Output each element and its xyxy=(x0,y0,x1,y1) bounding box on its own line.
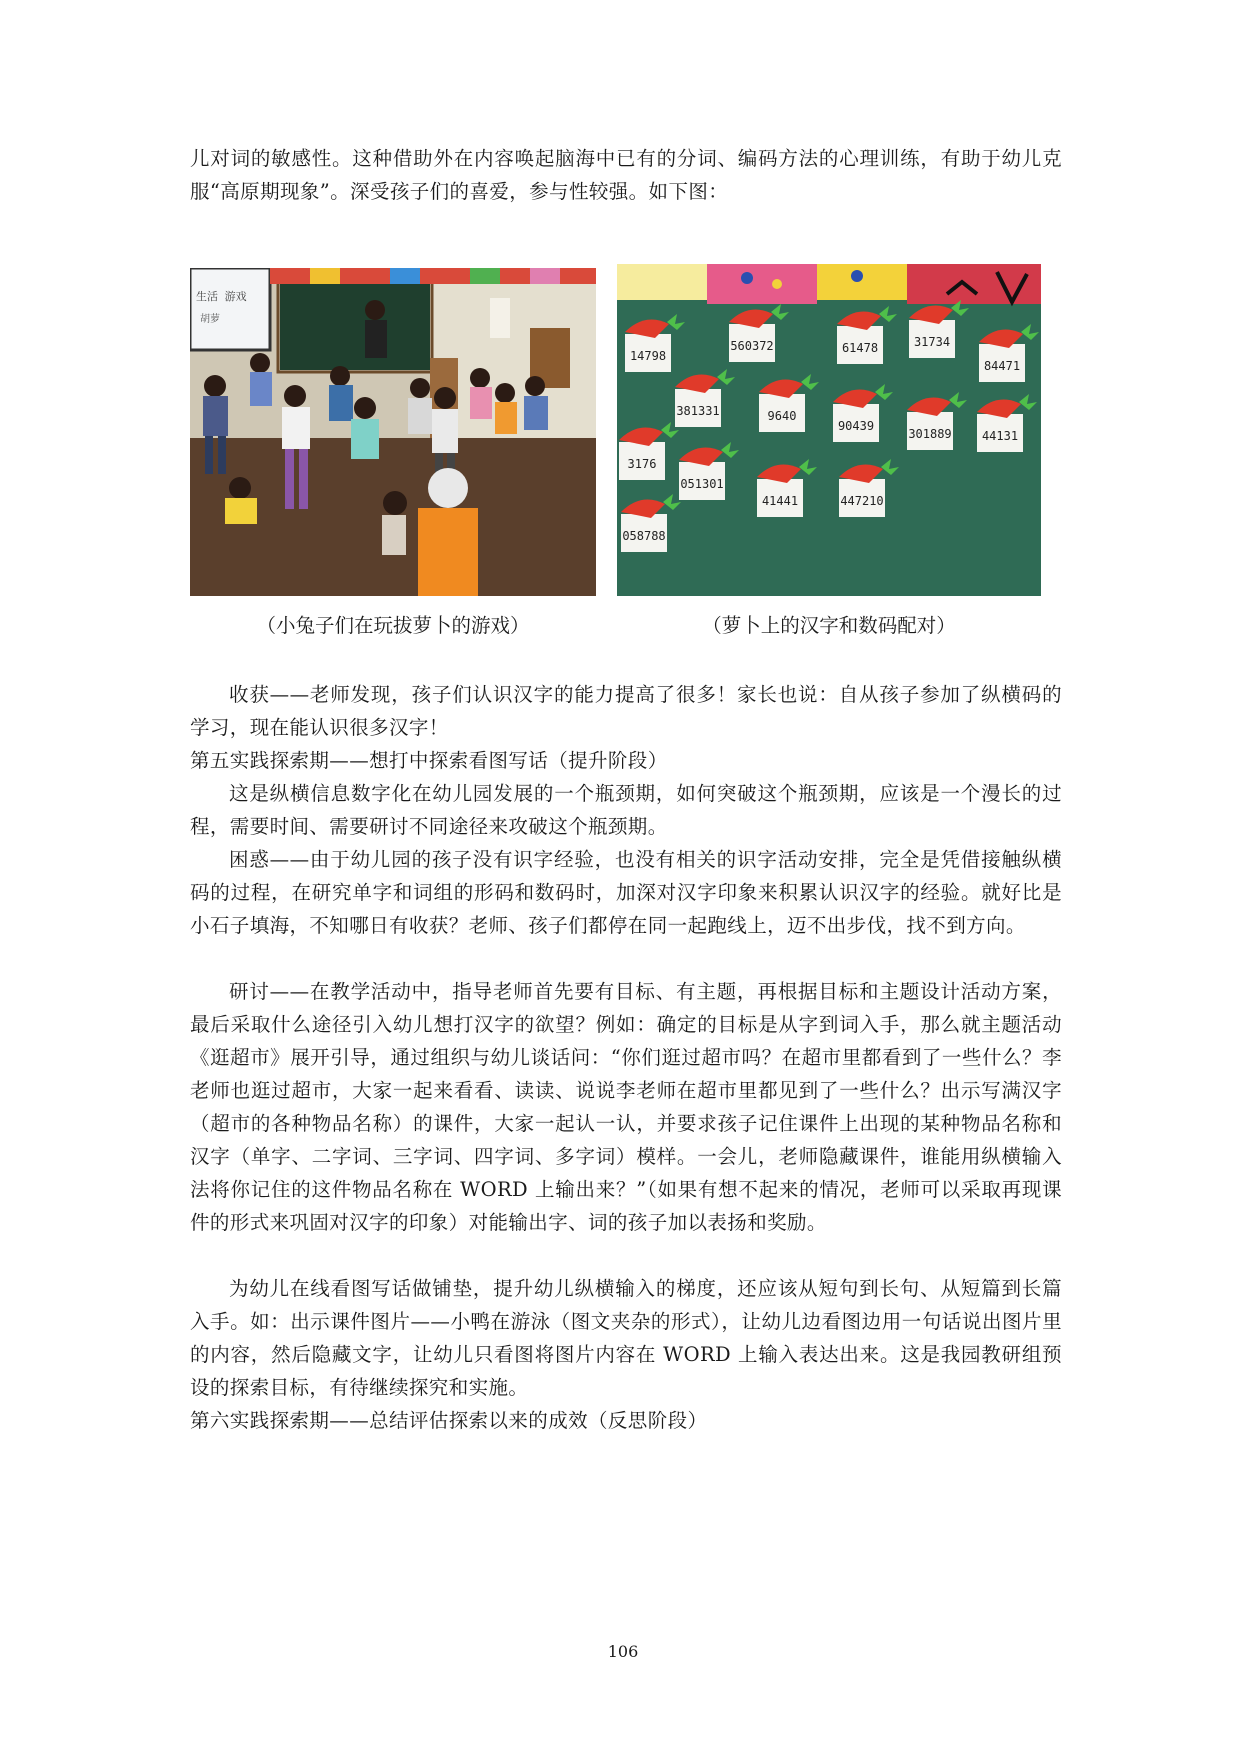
carrot-code: 61478 xyxy=(841,341,879,355)
left-photo-caption: （小兔子们在玩拔萝卜的游戏） xyxy=(256,614,530,637)
carrot-code: 058788 xyxy=(622,529,666,543)
paragraph-harvest: 收获——老师发现，孩子们认识汉字的能力提高了很多！家长也说：自从孩子参加了纵横码的学习，现在能认识很多汉字！ xyxy=(190,683,1062,739)
carrot-code: 301889 xyxy=(908,427,952,441)
carrot-code: 31734 xyxy=(913,335,951,349)
carrot-code: 41441 xyxy=(761,494,799,508)
carrot-code: 447210 xyxy=(840,494,884,508)
paragraph-discussion: 研讨——在教学活动中，指导老师首先要有目标、有主题，再根据目标和主题设计活动方案，最后采取什么途径引入幼儿想打汉字的欲望？例如：确定的目标是从字到词入手，那么就主题活动《逛超市》展开引导，通过组织与幼儿谈话问：“你们逛过超市吗？在超市里都看到了一些什么？李老师也逛过超市，大家一起来看看、读读、说说李老师在超市里都见到了一些什么？出示写满汉字（超市的各种物品名称）的课件，大家一起认一认，并要求孩子记住课件上出现的某种物品名称和汉字（单字、二字词、三字词、四字词、多字词）模样。一会儿，老师隐藏课件，谁能用纵横输入法将你记住的这件物品名称在 WORD 上输出来？”（如果有想不起来的情况，老师可以采取再现课件的形式来巩固对汉字的印象）对能输出字、词的孩子加以表扬和奖励。 xyxy=(190,980,1062,1234)
right-photo-caption: （萝卜上的汉字和数码配对） xyxy=(702,614,956,637)
carrot-code: 3176 xyxy=(627,457,657,471)
heading-phase-five: 第五实践探索期——想打中探索看图写话（提升阶段） xyxy=(190,749,668,772)
photo-carrot-board xyxy=(617,264,1041,596)
screen-text-1: 生活 游戏 xyxy=(196,290,247,303)
heading-phase-six: 第六实践探索期——总结评估探索以来的成效（反思阶段） xyxy=(190,1409,708,1432)
paragraph-picture-writing: 为幼儿在线看图写话做铺垫，提升幼儿纵横输入的梯度，还应该从短句到长句、从短篇到长篇入手。如：出示课件图片——小鸭在游泳（图文夹杂的形式），让幼儿边看图边用一句话说出图片里的内容，然后隐藏文字，让幼儿只看图将图片内容在 WORD 上输入表达出来。这是我园教研组预设的探索目标，有待继续探究和实施。 xyxy=(190,1277,1062,1399)
photo-children-playing xyxy=(190,268,596,596)
carrot-code: 14798 xyxy=(629,349,667,363)
carrot-code: 44131 xyxy=(981,429,1019,443)
screen-text-2: 胡萝 xyxy=(200,314,220,325)
page-number: 106 xyxy=(607,1642,639,1661)
paragraph-bottleneck: 这是纵横信息数字化在幼儿园发展的一个瓶颈期，如何突破这个瓶颈期，应该是一个漫长的过程，需要时间、需要研讨不同途径来攻破这个瓶颈期。 xyxy=(190,782,1062,838)
carrot-code: 84471 xyxy=(983,359,1021,373)
paragraph-confusion: 困惑——由于幼儿园的孩子没有识字经验，也没有相关的识字活动安排，完全是凭借接触纵横码的过程，在研究单字和词组的形码和数码时，加深对汉字印象来积累认识汉字的经验。就好比是小石子填海，不知哪日有收获？老师、孩子们都停在同一起跑线上，迈不出步伐，找不到方向。 xyxy=(190,848,1062,937)
carrot-code: 90439 xyxy=(837,419,875,433)
carrot-code: 9640 xyxy=(767,409,797,423)
paragraph-continued: 儿对词的敏感性。这种借助外在内容唤起脑海中已有的分词、编码方法的心理训练，有助于幼儿克服“高原期现象”。深受孩子们的喜爱，参与性较强。如下图： xyxy=(190,147,1062,203)
carrot-code: 381331 xyxy=(676,404,720,418)
carrot-code: 560372 xyxy=(730,339,774,353)
carrot-code: 051301 xyxy=(680,477,724,491)
